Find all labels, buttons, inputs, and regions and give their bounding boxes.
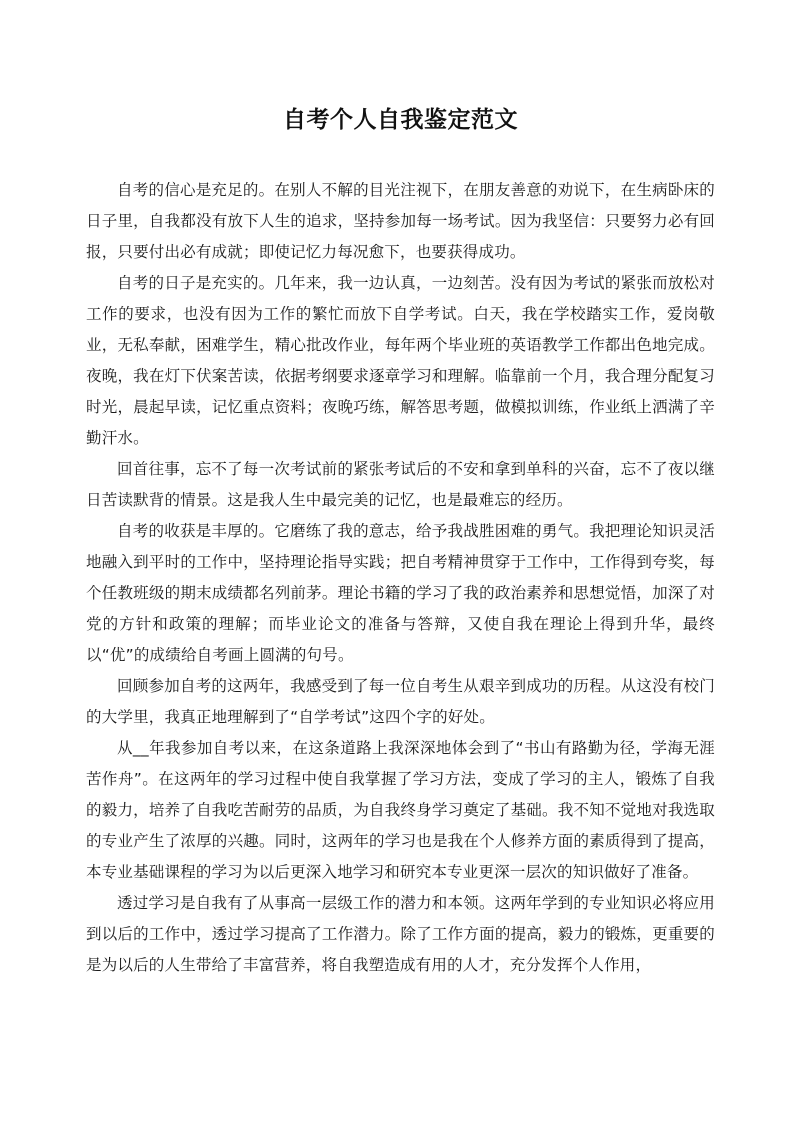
paragraph: 回顾参加自考的这两年，我感受到了每一位自考生从艰辛到成功的历程。从这没有校门的大学里，我真正地理解到了“自学考试”这四个字的好处。	[86, 677, 715, 726]
document-title: 自考个人自我鉴定范文	[283, 107, 518, 133]
document-body	[86, 175, 715, 981]
paragraph: 自考的信心是充足的。在别人不解的目光注视下，在朋友善意的劝说下，在生病卧床的日子里，自我都没有放下人生的追求，坚持参加每一场考试。因为我坚信：只要努力必有回报，只要付出必有成就；即使记忆力每况愈下，也要获得成功。	[86, 181, 715, 261]
paragraph: 透过学习是自我有了从事高一层级工作的潜力和本领。这两年学到的专业知识必将应用到以后的工作中，透过学习提高了工作潜力。除了工作方面的提高，毅力的锻炼，更重要的是为以后的人生带给了丰富营养，将自我塑造成有用的人才，充分发挥个人作用，	[86, 894, 715, 974]
paragraph: 自考的日子是充实的。几年来，我一边认真，一边刻苦。没有因为考试的紧张而放松对工作的要求，也没有因为工作的繁忙而放下自学考试。白天，我在学校踏实工作，爱岗敬业，无私奉献，困难学生，精心批改作业，每年两个毕业班的英语教学工作都出色地完成。夜晚，我在灯下伏案苦读，依据考纲要求逐章学习和理解。临靠前一个月，我合理分配复习时光，晨起早读，记忆重点资料；夜晚巧练，解答思考题，做模拟训练，作业纸上洒满了辛勤汗水。	[86, 274, 715, 447]
paragraph: 回首往事，忘不了每一次考试前的紧张考试后的不安和拿到单科的兴奋，忘不了夜以继日苦读默背的情景。这是我人生中最完美的记忆，也是最难忘的经历。	[86, 460, 715, 509]
paragraph: 从__年我参加自考以来，在这条道路上我深深地体会到了“书山有路勤为径，学海无涯苦作舟”。在这两年的学习过程中使自我掌握了学习方法，变成了学习的主人，锻炼了自我的毅力，培养了自我吃苦耐劳的品质，为自我终身学习奠定了基础。我不知不觉地对我选取的专业产生了浓厚的兴趣。同时，这两年的学习也是我在个人修养方面的素质得到了提高，本专业基础课程的学习为以后更深入地学习和研究本专业更深一层次的知识做好了准备。	[86, 739, 715, 881]
paragraph: 自考的收获是丰厚的。它磨练了我的意志，给予我战胜困难的勇气。我把理论知识灵活地融入到平时的工作中，坚持理论指导实践；把自考精神贯穿于工作中，工作得到夸奖，每个任教班级的期末成绩都名列前茅。理论书籍的学习了我的政治素养和思想觉悟，加深了对党的方针和政策的理解；而毕业论文的准备与答辩，又使自我在理论上得到升华，最终以“优”的成绩给自考画上圆满的句号。	[86, 522, 715, 664]
